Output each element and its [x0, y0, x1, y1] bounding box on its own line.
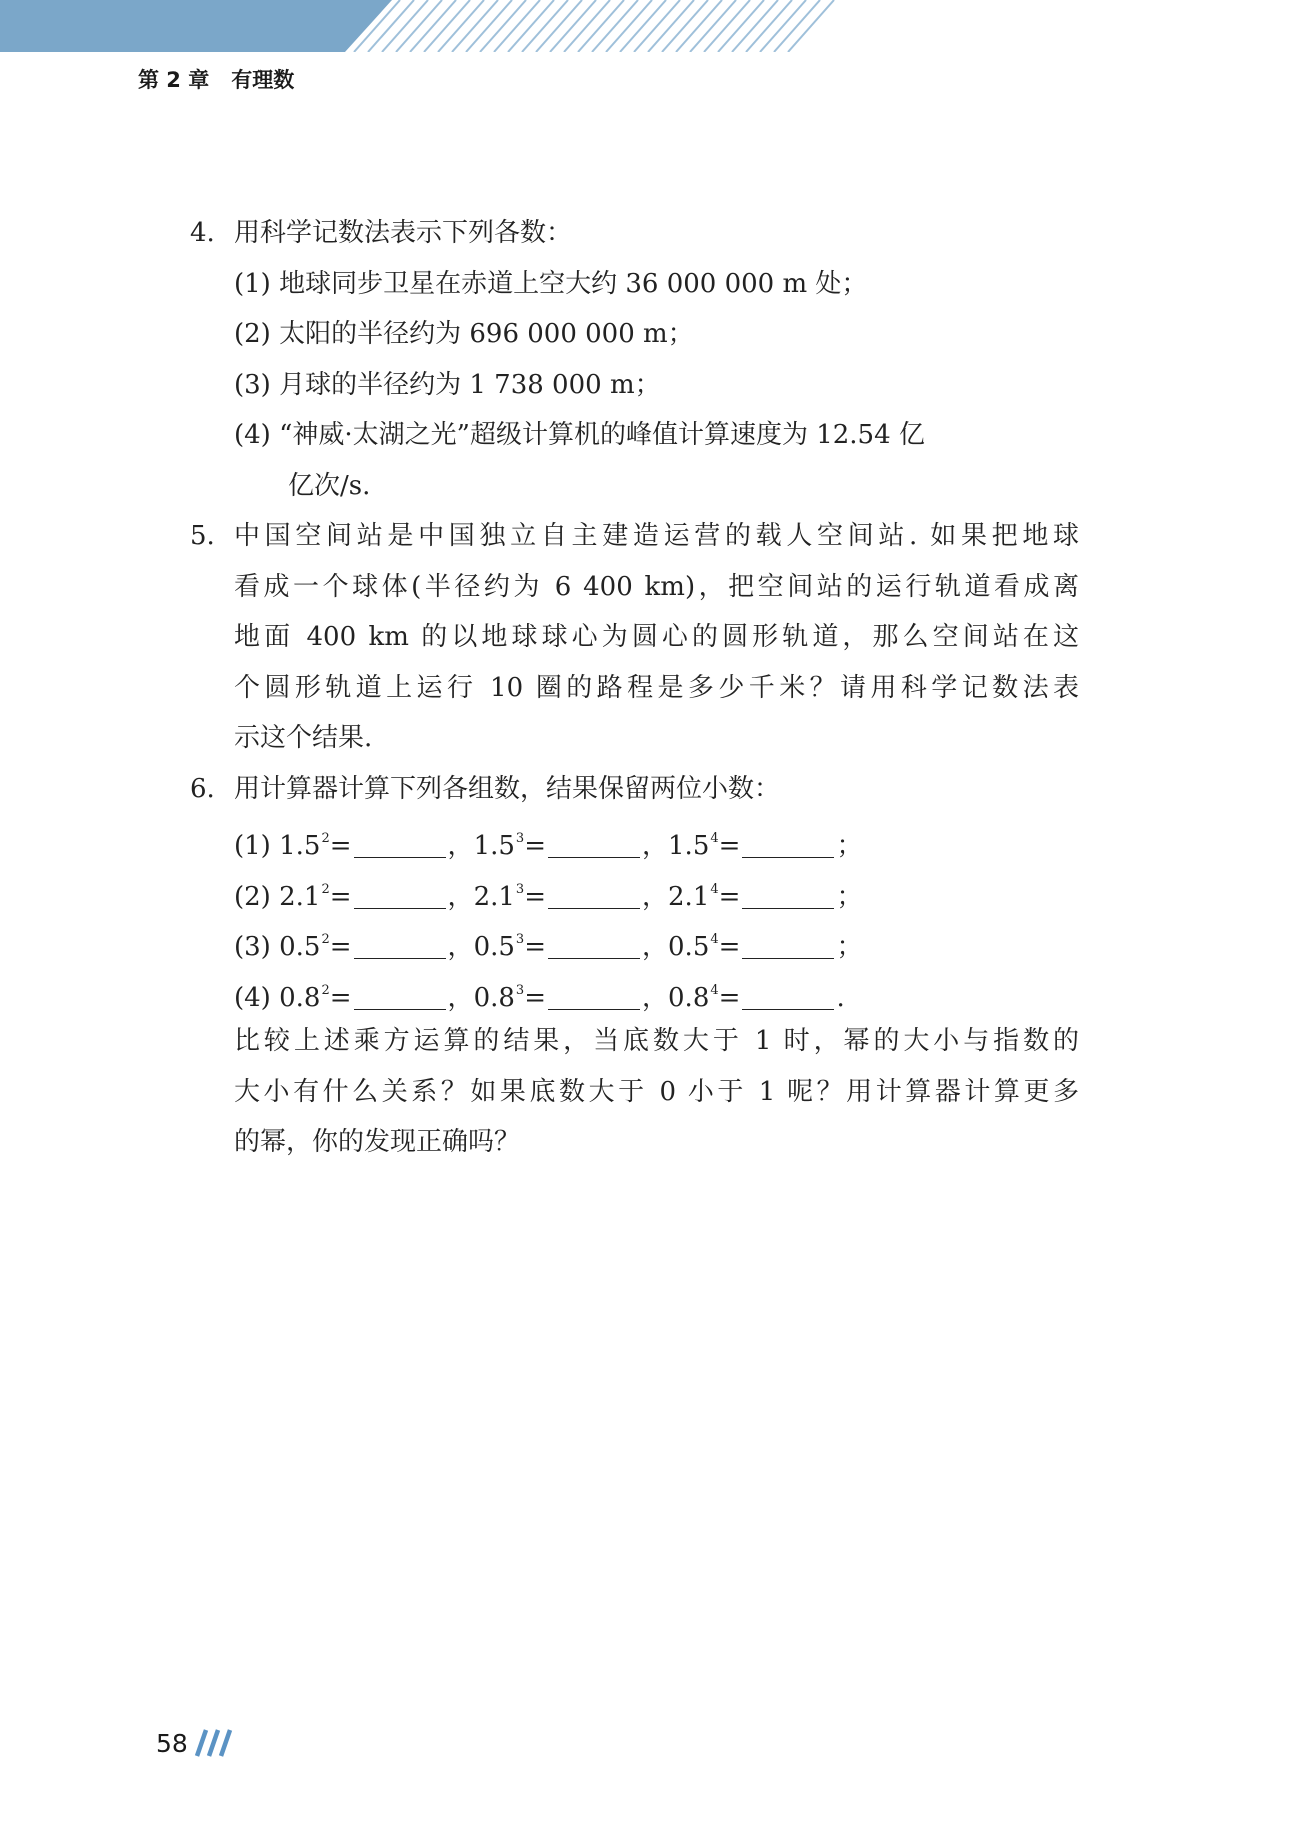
- equals-sign: =: [524, 881, 546, 912]
- answer-blank[interactable]: [742, 829, 834, 858]
- power-exponent: 4: [710, 881, 719, 897]
- row-label: (2): [234, 881, 271, 912]
- answer-blank[interactable]: [548, 981, 640, 1010]
- power-exponent: 2: [321, 881, 330, 897]
- page-footer: [156, 1728, 236, 1758]
- question-5-line: 看成一个球体(半径约为 6 400 km)，把空间站的运行轨道看成离: [234, 571, 1079, 602]
- answer-blank[interactable]: [742, 930, 834, 959]
- power-base: 2.1: [279, 881, 321, 912]
- row-label: (1): [234, 831, 271, 861]
- equals-sign: =: [329, 982, 352, 1013]
- question-4-item: (4) “神威·太湖之光”超级计算机的峰值计算速度为 12.54 亿: [234, 420, 925, 450]
- answer-blank[interactable]: [548, 880, 640, 909]
- exercise-row: [190, 915, 1090, 966]
- exercise-content: [190, 208, 1090, 1168]
- question-5-line: 5. 中国空间站是中国独立自主建造运营的载人空间站. 如果把地球: [190, 511, 1090, 562]
- row-end-punctuation: ；: [836, 932, 863, 962]
- power-base: 0.5: [668, 932, 710, 962]
- answer-blank[interactable]: [548, 930, 640, 959]
- answer-blank[interactable]: [354, 930, 446, 959]
- power-base: 2.1: [668, 881, 710, 912]
- row-end-punctuation: .: [836, 982, 845, 1013]
- power-base: 0.8: [279, 982, 321, 1013]
- row-label: (4): [234, 982, 271, 1013]
- question-6-followup: 的幂，你的发现正确吗？: [234, 1127, 521, 1157]
- separator: ，: [642, 881, 669, 912]
- power-exponent: 3: [515, 831, 525, 846]
- question-5-line: 示这个结果.: [234, 723, 373, 753]
- answer-blank[interactable]: [742, 880, 834, 909]
- separator: ，: [642, 831, 669, 861]
- equals-sign: =: [718, 982, 741, 1013]
- power-base: 1.5: [668, 831, 710, 861]
- chapter-header: [138, 64, 294, 94]
- row-end-punctuation: ；: [836, 831, 863, 861]
- question-4-item-continuation: 亿次/s.: [288, 470, 371, 501]
- power-base: 0.8: [668, 982, 710, 1013]
- answer-blank[interactable]: [354, 981, 446, 1010]
- answer-blank[interactable]: [354, 829, 446, 858]
- power-base: 1.5: [473, 831, 515, 861]
- equals-sign: =: [524, 831, 546, 861]
- question-6-heading: [190, 764, 1090, 815]
- power-exponent: 4: [710, 831, 719, 846]
- exercise-row: [190, 966, 1090, 1017]
- power-exponent: 2: [321, 831, 330, 846]
- equals-sign: =: [718, 932, 741, 962]
- answer-blank[interactable]: [742, 981, 834, 1010]
- equals-sign: =: [329, 831, 352, 861]
- slash-decoration-icon: [194, 1728, 236, 1758]
- equals-sign: =: [524, 982, 546, 1013]
- separator: ，: [447, 831, 474, 861]
- exercise-row: [190, 814, 1090, 865]
- answer-blank[interactable]: [354, 880, 446, 909]
- equals-sign: =: [718, 881, 741, 912]
- separator: ，: [447, 932, 474, 962]
- question-4-heading: [190, 208, 1090, 259]
- equals-sign: =: [329, 932, 352, 962]
- power-base: 0.5: [279, 932, 321, 962]
- power-base: 2.1: [473, 881, 515, 912]
- separator: ，: [642, 982, 669, 1013]
- header-decoration-band: [0, 0, 840, 52]
- power-exponent: 2: [321, 982, 330, 998]
- power-base: 0.5: [473, 932, 515, 962]
- answer-blank[interactable]: [548, 829, 640, 858]
- question-number: 4.: [190, 218, 215, 248]
- question-6-followup: 大小有什么关系？如果底数大于 0 小于 1 呢？用计算器计算更多: [234, 1076, 1079, 1107]
- separator: ，: [447, 982, 474, 1013]
- power-exponent: 3: [515, 932, 525, 947]
- power-base: 1.5: [279, 831, 321, 861]
- exercise-row: [190, 865, 1090, 916]
- equals-sign: =: [718, 831, 741, 861]
- question-5-line: 个圆形轨道上运行 10 圈的路程是多少千米？请用科学记数法表: [234, 672, 1079, 703]
- row-label: (3): [234, 932, 271, 962]
- chapter-label: 第 2 章: [138, 68, 210, 92]
- power-exponent: 2: [321, 932, 330, 947]
- power-base: 0.8: [473, 982, 515, 1013]
- chapter-title: 有理数: [231, 68, 295, 92]
- power-exponent: 4: [710, 982, 719, 998]
- power-exponent: 3: [515, 982, 525, 998]
- question-text: 用科学记数法表示下列各数：: [234, 218, 573, 248]
- question-number: 5.: [190, 521, 215, 551]
- equals-sign: =: [524, 932, 546, 962]
- question-4-item: (2) 太阳的半径约为 696 000 000 m；: [234, 319, 694, 349]
- question-6-followup: 比较上述乘方运算的结果，当底数大于 1 时，幂的大小与指数的: [234, 1026, 1079, 1056]
- question-text: 用计算器计算下列各组数，结果保留两位小数：: [234, 773, 781, 804]
- power-exponent: 4: [710, 932, 719, 947]
- row-end-punctuation: ；: [836, 881, 863, 912]
- power-exponent: 3: [515, 881, 525, 897]
- separator: ，: [642, 932, 669, 962]
- page-number: 58: [156, 1728, 188, 1758]
- question-5-line: 地面 400 km 的以地球球心为圆心的圆形轨道，那么空间站在这: [234, 622, 1079, 652]
- question-4-item: (3) 月球的半径约为 1 738 000 m；: [234, 369, 661, 400]
- equals-sign: =: [329, 881, 352, 912]
- question-4-item: (1) 地球同步卫星在赤道上空大约 36 000 000 m 处；: [234, 268, 868, 299]
- separator: ，: [447, 881, 474, 912]
- question-number: 6.: [190, 773, 215, 804]
